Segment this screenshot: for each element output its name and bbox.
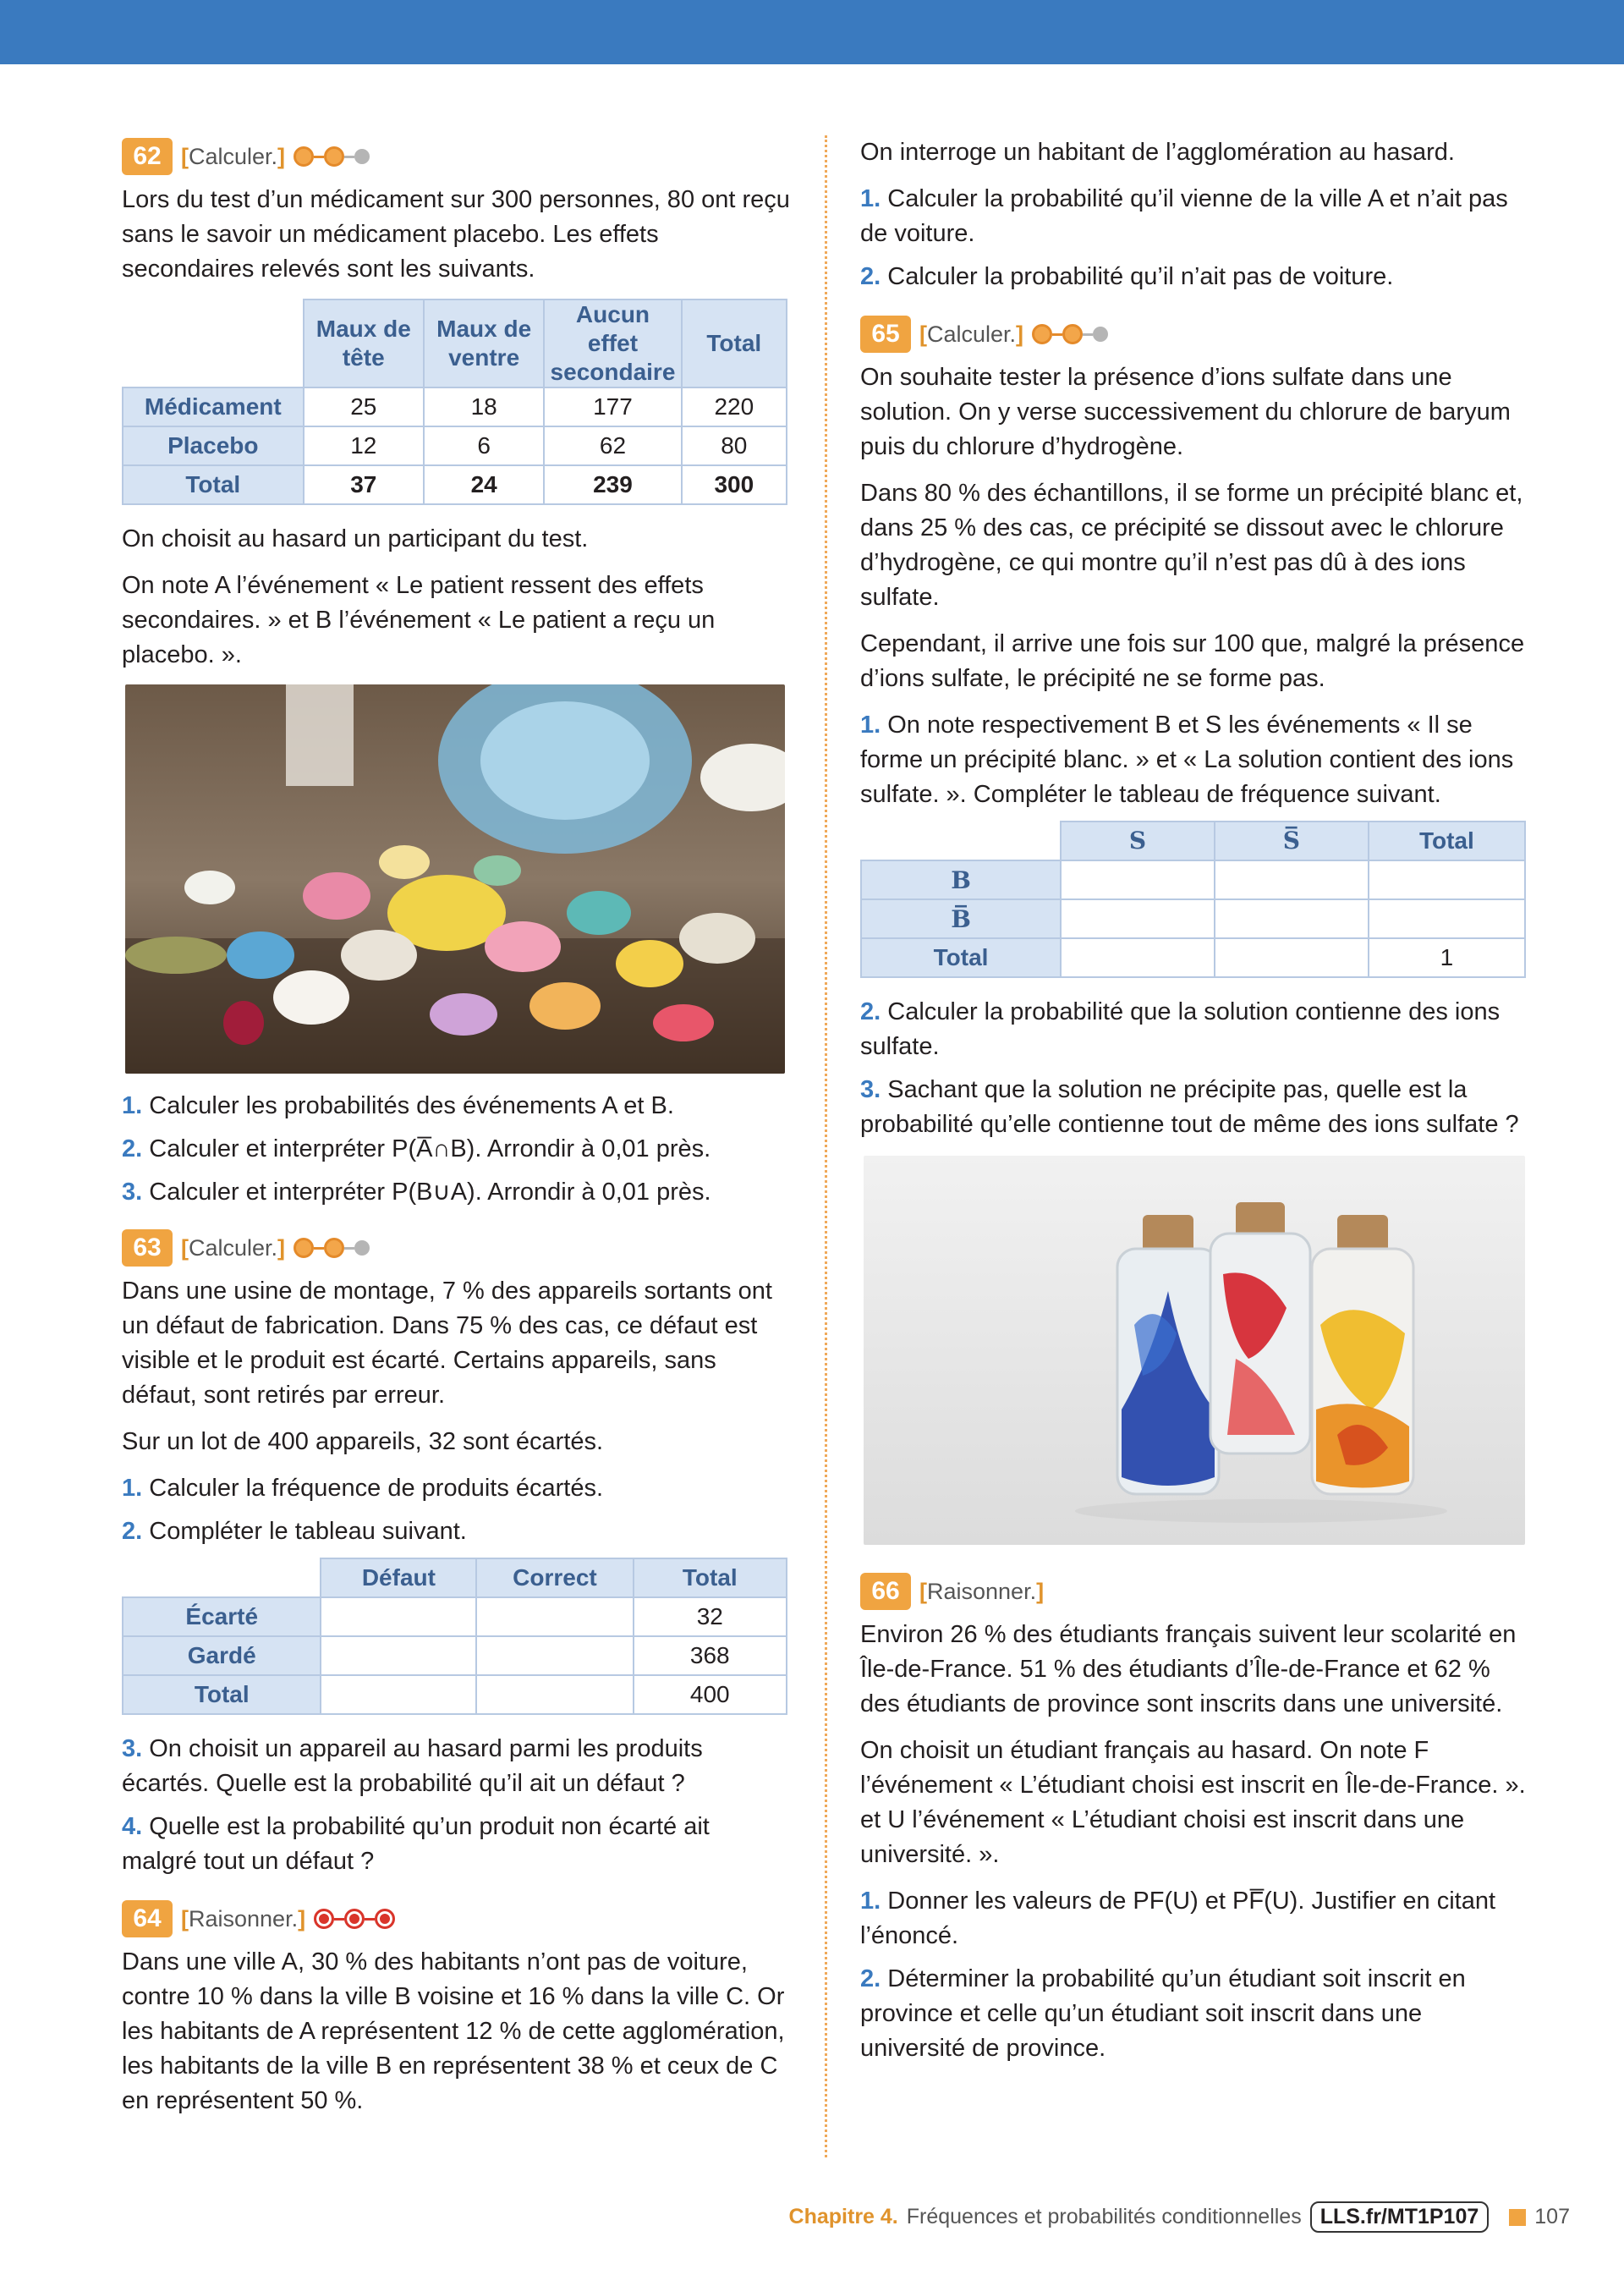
table-row bbox=[123, 1636, 787, 1675]
table-cell bbox=[1369, 899, 1525, 938]
table-cell bbox=[1061, 938, 1215, 977]
table-row bbox=[861, 860, 1525, 899]
chapter-title: Fréquences et probabilités conditionnelles bbox=[906, 2205, 1302, 2228]
table-cell: 12 bbox=[304, 426, 424, 465]
right-column bbox=[860, 135, 1528, 2074]
lls-link[interactable]: LLS.fr/MT1P107 bbox=[1310, 2201, 1490, 2233]
exercise-number-badge: 65 bbox=[860, 316, 911, 353]
paragraph: On choisit un étudiant français au hasard. On note F l’événement « L’étudiant choisi est inscrit en Île-de-France. ». et U l’événement « L’étudiant choisi est inscrit dans une université. ». bbox=[860, 1737, 1526, 1868]
row-header: Total bbox=[123, 465, 304, 504]
question: 1. Calculer les probabilités des événements A et B. bbox=[122, 1092, 674, 1119]
column-divider bbox=[825, 135, 827, 2157]
table-cell: 24 bbox=[424, 465, 544, 504]
skill-label: [Raisonner.] bbox=[919, 1578, 1045, 1604]
row-header: B bbox=[861, 860, 1061, 899]
difficulty-dots-icon bbox=[314, 1909, 395, 1929]
exercise-number-badge: 62 bbox=[122, 138, 173, 175]
row-header: Médicament bbox=[123, 387, 304, 426]
paragraph: On souhaite tester la présence d’ions sulfate dans une solution. On y verse successivement du chlorure de baryum puis du chlorure d’hydrogène. bbox=[860, 364, 1511, 460]
paragraph: Cependant, il arrive une fois sur 100 que, malgré la présence d’ions sulfate, le précipité ne se forme pas. bbox=[860, 630, 1525, 692]
question: 2. Calculer et interpréter P(A̅∩B). Arrondir à 0,01 près. bbox=[122, 1135, 711, 1162]
pills-photo bbox=[125, 684, 785, 1074]
exercise-66 bbox=[860, 1570, 1528, 2066]
question: 4. Quelle est la probabilité qu’un produit non écarté ait malgré tout un défaut ? bbox=[122, 1813, 710, 1875]
page-footer bbox=[789, 2201, 1570, 2233]
exercise-number-badge: 63 bbox=[122, 1229, 173, 1267]
chapter-label: Chapitre 4. bbox=[788, 2205, 898, 2228]
row-header: Total bbox=[861, 938, 1061, 977]
effects-table bbox=[122, 299, 787, 505]
col-header: Correct bbox=[476, 1558, 633, 1597]
exercise-header bbox=[860, 313, 1528, 355]
table-row bbox=[123, 465, 787, 504]
col-header: Total bbox=[682, 299, 787, 387]
exercise-header bbox=[122, 1898, 790, 1940]
paragraph: Sur un lot de 400 appareils, 32 sont écartés. bbox=[122, 1428, 604, 1455]
paragraph: Dans une ville A, 30 % des habitants n’ont pas de voiture, contre 10 % dans la ville B voisine et 16 % dans la ville C. Or les habitants de A représentent 12 % de cette agglomération, les habitants de la ville B en représentent 38 % et ceux de C en représentent 50 %. bbox=[122, 1948, 785, 2114]
table-cell: 300 bbox=[682, 465, 787, 504]
difficulty-dots-icon bbox=[294, 146, 370, 167]
paragraph: On interroge un habitant de l’agglomération au hasard. bbox=[860, 139, 1455, 166]
question: 1. On note respectivement B et S les événements « Il se forme un précipité blanc. » et « La solution contient des ions sulfate. ». Compléter le tableau de fréquence suivant. bbox=[860, 712, 1514, 808]
question: 3. Sachant que la solution ne précipite pas, quelle est la probabilité qu’elle contienne tout de même des ions sulfate ? bbox=[860, 1076, 1519, 1138]
frequency-table bbox=[860, 821, 1526, 978]
table-cell: 37 bbox=[304, 465, 424, 504]
devices-table bbox=[122, 1558, 787, 1715]
table-row bbox=[123, 426, 787, 465]
table-cell bbox=[321, 1597, 476, 1636]
table-cell: 80 bbox=[682, 426, 787, 465]
row-header: Écarté bbox=[123, 1597, 321, 1636]
exercise-intro: Lors du test d’un médicament sur 300 personnes, 80 ont reçu sans le savoir un médicament placebo. Les effets secondaires relevés sont les suivants. bbox=[122, 186, 790, 283]
table-row bbox=[123, 387, 787, 426]
top-header-bar bbox=[0, 0, 1624, 64]
table-cell: 18 bbox=[424, 387, 544, 426]
table-cell bbox=[476, 1675, 633, 1714]
col-header: Aucun effet secondaire bbox=[544, 299, 681, 387]
exercise-header bbox=[122, 1227, 790, 1269]
difficulty-dots-icon bbox=[294, 1238, 370, 1258]
table-cell: 62 bbox=[544, 426, 681, 465]
question: 1. Calculer la fréquence de produits écartés. bbox=[122, 1475, 604, 1502]
page-number: 107 bbox=[1534, 2205, 1570, 2228]
question: 2. Compléter le tableau suivant. bbox=[122, 1518, 467, 1545]
table-cell: 220 bbox=[682, 387, 787, 426]
row-header: B̅ bbox=[861, 899, 1061, 938]
table-cell: 1 bbox=[1369, 938, 1525, 977]
table-cell: 177 bbox=[544, 387, 681, 426]
table-cell bbox=[476, 1636, 633, 1675]
ink-bottles-photo bbox=[864, 1156, 1525, 1545]
table-cell bbox=[476, 1597, 633, 1636]
paragraph: Dans une usine de montage, 7 % des appareils sortants ont un défaut de fabrication. Dans 75 % des cas, ce défaut est visible et le produit est écarté. Certains appareils, sans défaut, sont retirés par erreur. bbox=[122, 1278, 772, 1409]
skill-label: [Raisonner.] bbox=[181, 1905, 306, 1932]
question: 1. Calculer la probabilité qu’il vienne de la ville A et n’ait pas de voiture. bbox=[860, 185, 1508, 247]
row-header: Gardé bbox=[123, 1636, 321, 1675]
left-column bbox=[122, 135, 790, 2130]
paragraph: Dans 80 % des échantillons, il se forme un précipité blanc et, dans 25 % des cas, ce précipité se dissout avec le chlorure d’hydrogène, ce qui montre qu’il n’est pas dû à des ions sulfate. bbox=[860, 480, 1523, 611]
col-header: Maux de tête bbox=[304, 299, 424, 387]
col-header: Maux de ventre bbox=[424, 299, 544, 387]
question: 1. Donner les valeurs de PF(U) et PF̅(U). Justifier en citant l’énoncé. bbox=[860, 1888, 1496, 1949]
table-cell: 400 bbox=[634, 1675, 787, 1714]
paragraph: On note A l’événement « Le patient ressent des effets secondaires. » et B l’événement « Le patient a reçu un placebo. ». bbox=[122, 572, 716, 668]
col-header: Total bbox=[1369, 822, 1525, 860]
question: 3. On choisit un appareil au hasard parmi les produits écartés. Quelle est la probabilité qu’il ait un défaut ? bbox=[122, 1735, 703, 1797]
table-row bbox=[861, 899, 1525, 938]
table-cell bbox=[321, 1636, 476, 1675]
question: 2. Déterminer la probabilité qu’un étudiant soit inscrit en province et celle qu’un étudiant soit inscrit dans une université de province. bbox=[860, 1965, 1466, 2062]
exercise-62 bbox=[122, 135, 790, 1210]
table-cell bbox=[1369, 860, 1525, 899]
skill-label: [Calculer.] bbox=[181, 143, 286, 169]
table-cell: 6 bbox=[424, 426, 544, 465]
question: 2. Calculer la probabilité que la solution contienne des ions sulfate. bbox=[860, 998, 1501, 1060]
exercise-header bbox=[122, 135, 790, 178]
question: 3. Calculer et interpréter P(B∪A). Arrondir à 0,01 près. bbox=[122, 1179, 711, 1206]
exercise-63 bbox=[122, 1227, 790, 1879]
table-cell bbox=[1061, 899, 1215, 938]
square-icon bbox=[1509, 2209, 1526, 2226]
table-row bbox=[123, 1675, 787, 1714]
table-cell: 25 bbox=[304, 387, 424, 426]
exercise-header bbox=[860, 1570, 1528, 1613]
paragraph: On choisit au hasard un participant du test. bbox=[122, 525, 589, 552]
difficulty-dots-icon bbox=[1032, 324, 1108, 344]
col-header: Total bbox=[634, 1558, 787, 1597]
paragraph: Environ 26 % des étudiants français suivent leur scolarité en Île-de-France. 51 % des étudiants d’Île-de-France et 62 % des étudiants de province sont inscrits dans une université. bbox=[860, 1621, 1517, 1717]
skill-label: [Calculer.] bbox=[919, 321, 1024, 347]
skill-label: [Calculer.] bbox=[181, 1234, 286, 1261]
table-cell bbox=[1215, 860, 1369, 899]
table-cell: 32 bbox=[634, 1597, 787, 1636]
exercise-number-badge: 64 bbox=[122, 1900, 173, 1937]
col-header: S̅ bbox=[1215, 822, 1369, 860]
question: 2. Calculer la probabilité qu’il n’ait pas de voiture. bbox=[860, 263, 1394, 290]
col-header: S bbox=[1061, 822, 1215, 860]
exercise-65 bbox=[860, 313, 1528, 1545]
row-header: Total bbox=[123, 1675, 321, 1714]
table-row bbox=[123, 1597, 787, 1636]
col-header: Défaut bbox=[321, 1558, 476, 1597]
table-row bbox=[861, 938, 1525, 977]
exercise-number-badge: 66 bbox=[860, 1573, 911, 1610]
table-cell bbox=[321, 1675, 476, 1714]
table-cell bbox=[1215, 899, 1369, 938]
table-cell bbox=[1215, 938, 1369, 977]
table-cell bbox=[1061, 860, 1215, 899]
table-cell: 239 bbox=[544, 465, 681, 504]
exercise-64 bbox=[122, 1898, 790, 2118]
table-cell: 368 bbox=[634, 1636, 787, 1675]
row-header: Placebo bbox=[123, 426, 304, 465]
